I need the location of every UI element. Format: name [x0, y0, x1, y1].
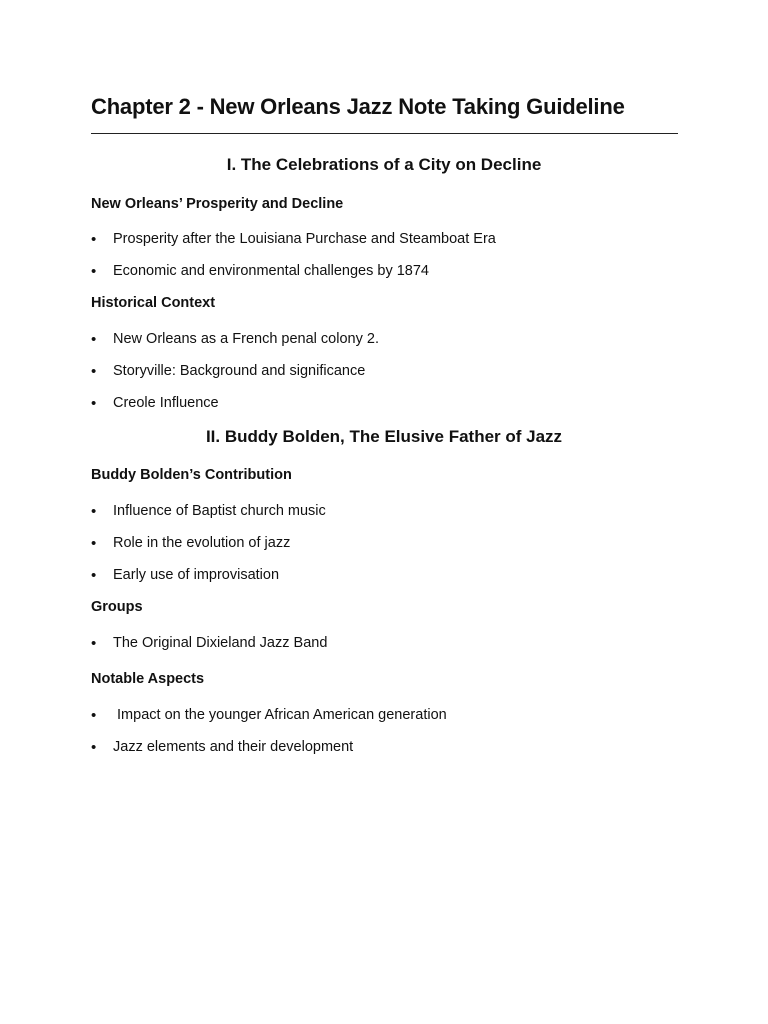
subsection-heading: Groups [91, 599, 143, 615]
list-item-text: The Original Dixieland Jazz Band [113, 635, 328, 651]
list-item-text: Early use of improvisation [113, 567, 280, 583]
subsection-heading: Historical Context [91, 295, 216, 311]
title-divider [91, 133, 678, 134]
section-heading: II. Buddy Bolden, The Elusive Father of Jazz [205, 427, 563, 446]
list-item-text: Economic and environmental challenges by 1874 [113, 263, 429, 279]
subsection-heading: New Orleans’ Prosperity and Decline [91, 196, 344, 212]
bullet-icon: • [91, 707, 97, 724]
list-item-text: Creole Influence [113, 395, 219, 411]
list-item-text: Impact on the younger African American generation [113, 707, 447, 723]
list-item-text: Influence of Baptist church music [113, 503, 326, 519]
bullet-icon: • [91, 535, 97, 552]
section-heading: I. The Celebrations of a City on Decline [226, 155, 542, 174]
bullet-icon: • [91, 363, 97, 380]
subsection-heading: Notable Aspects [91, 671, 205, 687]
subsection-heading: Buddy Bolden’s Contribution [91, 467, 292, 483]
list-item-text: New Orleans as a French penal colony 2. [113, 331, 379, 347]
bullet-icon: • [91, 263, 97, 280]
list-item-text: Jazz elements and their development [113, 739, 354, 755]
bullet-icon: • [91, 231, 97, 248]
bullet-icon: • [91, 739, 97, 756]
bullet-icon: • [91, 503, 97, 520]
bullet-icon: • [91, 635, 97, 652]
page-title: Chapter 2 - New Orleans Jazz Note Taking Guideline [91, 94, 625, 119]
bullet-icon: • [91, 331, 97, 348]
list-item-text: Role in the evolution of jazz [113, 535, 291, 551]
list-item-text: Prosperity after the Louisiana Purchase and Steamboat Era [113, 231, 496, 247]
list-item-text: Storyville: Background and significance [113, 363, 366, 379]
bullet-icon: • [91, 567, 97, 584]
bullet-icon: • [91, 395, 97, 412]
